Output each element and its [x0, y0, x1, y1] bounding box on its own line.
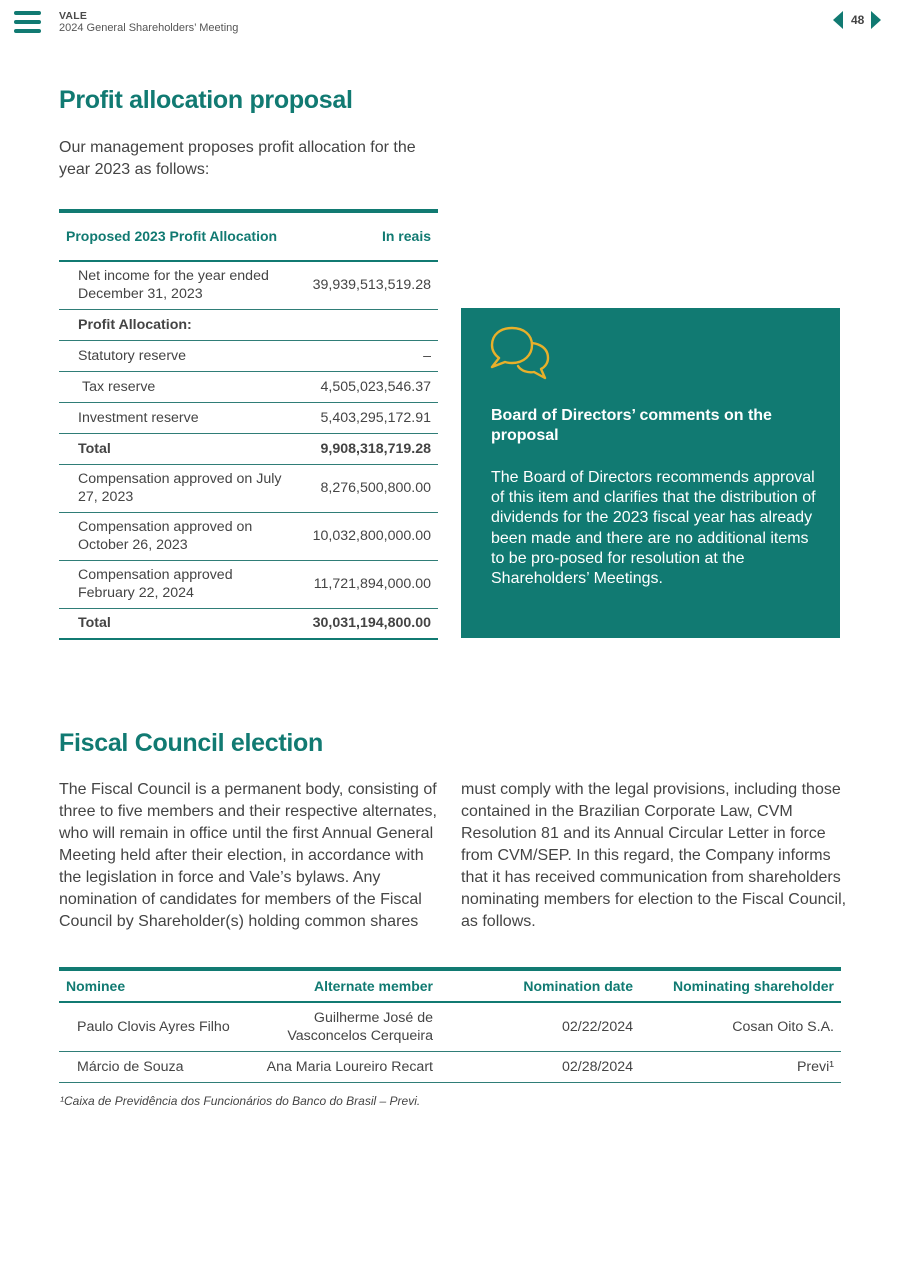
nominees-table [59, 967, 841, 1083]
row-label: Investment reserve [59, 402, 289, 433]
fiscal-section-title: Fiscal Council election [59, 729, 323, 757]
table-row [59, 309, 438, 340]
nominee-cell: Paulo Clovis Ayres Filho [59, 1002, 254, 1051]
row-label: Tax reserve [59, 371, 289, 402]
row-value: 39,939,513,519.28 [289, 261, 438, 309]
profit-allocation-table [59, 209, 438, 640]
next-page-icon[interactable] [871, 11, 881, 29]
fiscal-text-column-1: The Fiscal Council is a permanent body, consisting of three to five members and their respective alternates, who will remain in office until the first Annual General Meeting held after their election, in accordance with the legislation in force and Vale’s bylaws. Any nomination of candidates for members of the Fiscal Council by Shareholder(s) holding common shares [59, 781, 437, 930]
fiscal-text-column-2: must comply with the legal provisions, including those contained in the Brazilian Corporate Law, CVM Resolution 81 and its Annual Circular Letter in force from CVM/SEP. In this regard, the Company informs that it has received communication from shareholders nominating members for election to the Fiscal Council, as follows. [461, 781, 847, 930]
brand-name: VALE [59, 10, 88, 22]
row-label: Profit Allocation: [59, 309, 289, 340]
board-comment-title: Board of Directors’ comments on the proposal [491, 407, 772, 444]
row-value: 9,908,318,719.28 [289, 433, 438, 464]
row-value: 8,276,500,800.00 [289, 464, 438, 512]
page-number: 48 [851, 13, 865, 27]
profit-section-title: Profit allocation proposal [59, 86, 353, 114]
alternate-cell: Ana Maria Loureiro Recart [254, 1051, 440, 1082]
table-row [59, 608, 438, 639]
table-row [59, 402, 438, 433]
shareholder-cell: Cosan Oito S.A. [640, 1002, 841, 1051]
date-cell: 02/22/2024 [440, 1002, 640, 1051]
alternate-cell: Guilherme José de Vasconcelos Cerqueira [254, 1002, 440, 1051]
nominee-cell: Márcio de Souza [59, 1051, 254, 1082]
profit-intro: Our management proposes profit allocation for the year 2023 as follows: [59, 139, 416, 178]
board-comment-box [461, 308, 840, 638]
row-label: Compensation approved on July 27, 2023 [59, 464, 289, 512]
row-label: Compensation approved on October 26, 2023 [59, 512, 289, 560]
shareholder-cell: Previ¹ [640, 1051, 841, 1082]
pager [833, 11, 881, 29]
header-nominee: Nominee [59, 969, 254, 1002]
profit-table-header-label: Proposed 2023 Profit Allocation [59, 211, 289, 261]
row-value [289, 309, 438, 340]
row-value: 4,505,023,546.37 [289, 371, 438, 402]
document-subtitle: 2024 General Shareholders’ Meeting [59, 22, 239, 34]
footnote: ¹Caixa de Previdência dos Funcionários do Banco do Brasil – Previ. [60, 1094, 421, 1108]
menu-icon[interactable] [14, 11, 41, 33]
row-label: Total [59, 433, 289, 464]
chat-bubbles-icon [490, 326, 552, 382]
table-row [59, 1002, 841, 1051]
header-nomination-date: Nomination date [440, 969, 640, 1002]
row-label: Compensation approved February 22, 2024 [59, 560, 289, 608]
table-row [59, 261, 438, 309]
table-row [59, 464, 438, 512]
row-label: Statutory reserve [59, 340, 289, 371]
row-value: 11,721,894,000.00 [289, 560, 438, 608]
header-nominating-shareholder: Nominating shareholder [640, 969, 841, 1002]
table-row [59, 340, 438, 371]
row-value: 30,031,194,800.00 [289, 608, 438, 639]
previous-page-icon[interactable] [833, 11, 843, 29]
row-label: Total [59, 608, 289, 639]
table-row [59, 512, 438, 560]
row-value: 5,403,295,172.91 [289, 402, 438, 433]
board-comment-text: The Board of Directors recommends approval of this item and clarifies that the distribution of dividends for the 2023 fiscal year has already been made and there are no additional items to be pro-posed for resolution at the Shareholders’ Meetings. [491, 469, 816, 588]
table-row [59, 1051, 841, 1082]
table-row [59, 371, 438, 402]
header-alternate-member: Alternate member [254, 969, 440, 1002]
table-row [59, 560, 438, 608]
date-cell: 02/28/2024 [440, 1051, 640, 1082]
table-row [59, 433, 438, 464]
profit-table-header-value: In reais [289, 211, 438, 261]
row-label: Net income for the year ended December 31, 2023 [59, 261, 289, 309]
row-value: 10,032,800,000.00 [289, 512, 438, 560]
row-value: – [289, 340, 438, 371]
